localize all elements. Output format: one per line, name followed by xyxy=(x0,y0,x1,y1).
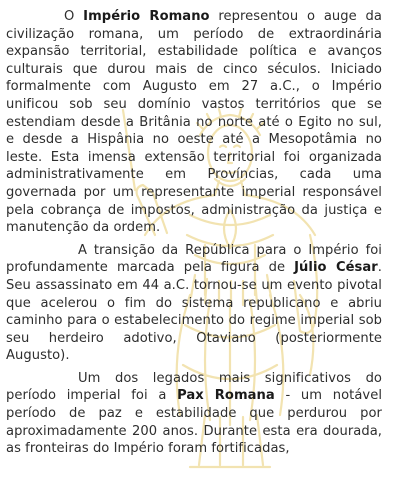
bold-term: Júlio César xyxy=(294,260,378,276)
text-segment: O xyxy=(64,9,84,24)
paragraph-2 xyxy=(6,242,382,365)
document-body xyxy=(6,8,382,463)
paragraph-3 xyxy=(6,370,382,458)
text-segment: Um dos legados mais significativos do período imperial foi a xyxy=(6,370,382,404)
text-segment: - um notável período de paz e estabilidade que perdurou por aproximadamente 200 anos. Durante esta era dourada, as fronteiras do Império foram fortificadas, xyxy=(6,388,383,457)
bold-term: Pax Romana xyxy=(177,388,275,404)
bold-term: Império Romano xyxy=(83,9,210,24)
text-segment: . Seu assassinato em 44 a.C. tornou-se um evento pivotal que acelerou o fim do sistema republicano e abriu caminho para o estabelecimento do regime imperial sob seu herdeiro adotivo, Otaviano (posteriormente Augusto). xyxy=(6,260,382,364)
text-segment: representou o auge da civilização romana, um período de extraordinária expansão territorial, estabilidade política e avanços culturais que durou mais de cinco séculos. Iniciado formalmente com Augusto em 27 a.C., o Império unificou sob seu domínio vastos territórios que se estendiam desde a Britânia no norte até o Egito no sul, e desde a Hispânia no oeste até a Mesopotâmia no leste. Esta imensa extensão territorial foi organizada administrativamente em Províncias, cada uma governada por um representante imperial responsável pela cobrança de impostos, administração da justiça e manutenção da ordem. xyxy=(6,9,382,236)
text-segment: A transição da República para o Império foi profundamente marcada pela figura de xyxy=(6,242,382,276)
paragraph-1 xyxy=(6,8,382,237)
